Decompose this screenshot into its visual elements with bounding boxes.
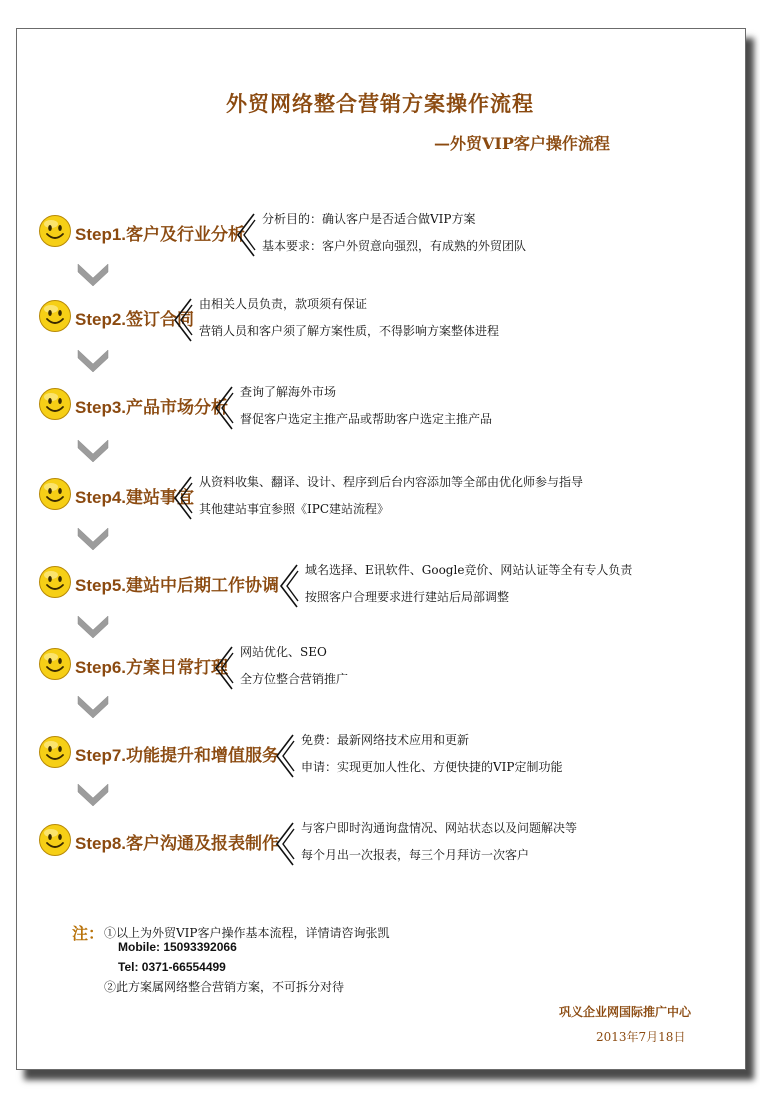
chevron-down-icon	[76, 526, 110, 552]
document-sheet	[16, 28, 746, 1070]
step-title: 客户及行业分析	[126, 225, 246, 245]
chevron-down-icon	[76, 262, 110, 288]
step-label	[75, 653, 228, 678]
step-number: Step3.	[75, 398, 127, 417]
double-bracket-icon	[212, 385, 234, 431]
step-detail-1: 由相关人员负责，款项须有保证	[199, 297, 368, 311]
step-7	[38, 733, 728, 793]
double-bracket-icon	[234, 212, 256, 258]
step-detail-2: 按照客户合理要求进行建站后局部调整	[305, 590, 510, 604]
step-detail-1: 分析目的：确认客户是否适合做VIP方案	[262, 212, 476, 226]
step-detail-2: 营销人员和客户须了解方案性质，不得影响方案整体进程	[199, 324, 500, 338]
step-1	[38, 212, 728, 272]
step-label	[75, 571, 279, 596]
chevron-down-icon	[76, 694, 110, 720]
smiley-face-icon	[38, 823, 72, 857]
step-detail-1: 查询了解海外市场	[240, 385, 337, 399]
step-number: Step6.	[75, 658, 127, 677]
step-detail-2: 其他建站事宜参照《IPC建站流程》	[199, 502, 389, 516]
note-mobile: Mobile: 15093392066	[118, 940, 237, 954]
step-label	[75, 829, 279, 854]
chevron-down-icon	[76, 782, 110, 808]
step-detail-2: 申请：实现更加人性化、方便快捷的VIP定制功能	[301, 760, 563, 774]
step-detail-2: 每个月出一次报表，每三个月拜访一次客户	[301, 848, 530, 862]
step-number: Step5.	[75, 576, 127, 595]
chevron-down-icon	[76, 614, 110, 640]
step-detail-1: 域名选择、E讯软件、Google竞价、网站认证等全有专人负责	[305, 563, 633, 577]
double-bracket-icon	[171, 475, 193, 521]
page-title: 外贸网络整合营销方案操作流程	[226, 91, 534, 116]
double-bracket-icon	[212, 645, 234, 691]
step-title: 建站中后期工作协调	[126, 576, 280, 596]
step-detail-1: 免费：最新网络技术应用和更新	[301, 733, 470, 747]
page-subtitle: —外贸VIP客户操作流程	[434, 134, 610, 153]
double-bracket-icon	[273, 821, 295, 867]
step-5	[38, 563, 728, 623]
document-date: 2013年7月18日	[596, 1030, 686, 1044]
chevron-down-icon	[76, 438, 110, 464]
double-bracket-icon	[277, 563, 299, 609]
step-number: Step2.	[75, 310, 127, 329]
note-line-2: ②此方案属网络整合营销方案，不可拆分对待	[104, 980, 345, 994]
step-detail-1: 从资料收集、翻译、设计、程序到后台内容添加等全部由优化师参与指导	[199, 475, 584, 489]
step-detail-2: 基本要求：客户外贸意向强烈，有成熟的外贸团队	[262, 239, 527, 253]
step-detail-1: 与客户即时沟通询盘情况、网站状态以及问题解决等	[301, 821, 578, 835]
smiley-face-icon	[38, 477, 72, 511]
step-6	[38, 645, 728, 705]
step-number: Step4.	[75, 488, 127, 507]
step-4	[38, 475, 728, 535]
smiley-face-icon	[38, 299, 72, 333]
note-tel: Tel: 0371-66554499	[118, 960, 226, 974]
step-title: 客户沟通及报表制作	[126, 834, 280, 854]
smiley-face-icon	[38, 735, 72, 769]
step-title: 签订合同	[126, 310, 195, 330]
step-3	[38, 385, 728, 445]
step-title: 建站事宜	[126, 488, 195, 508]
step-title: 方案日常打理	[126, 658, 229, 678]
smiley-face-icon	[38, 565, 72, 599]
smiley-face-icon	[38, 647, 72, 681]
organization-name: 巩义企业网国际推广中心	[559, 1005, 692, 1019]
step-title: 功能提升和增值服务	[126, 746, 280, 766]
smiley-face-icon	[38, 214, 72, 248]
chevron-down-icon	[76, 348, 110, 374]
double-bracket-icon	[273, 733, 295, 779]
smiley-face-icon	[38, 387, 72, 421]
step-number: Step1.	[75, 225, 127, 244]
step-number: Step8.	[75, 834, 127, 853]
step-title: 产品市场分析	[126, 398, 229, 418]
step-number: Step7.	[75, 746, 127, 765]
step-detail-2: 督促客户选定主推产品或帮助客户选定主推产品	[240, 412, 493, 426]
note-line-1: ①以上为外贸VIP客户操作基本流程，详情请咨询张凯	[104, 926, 390, 940]
step-2	[38, 297, 728, 357]
step-8	[38, 821, 728, 881]
step-label	[75, 220, 245, 245]
note-label: 注：	[72, 924, 105, 943]
step-label	[75, 741, 279, 766]
step-detail-1: 网站优化、SEO	[240, 645, 327, 659]
step-label	[75, 393, 228, 418]
step-detail-2: 全方位整合营销推广	[240, 672, 349, 686]
double-bracket-icon	[171, 297, 193, 343]
